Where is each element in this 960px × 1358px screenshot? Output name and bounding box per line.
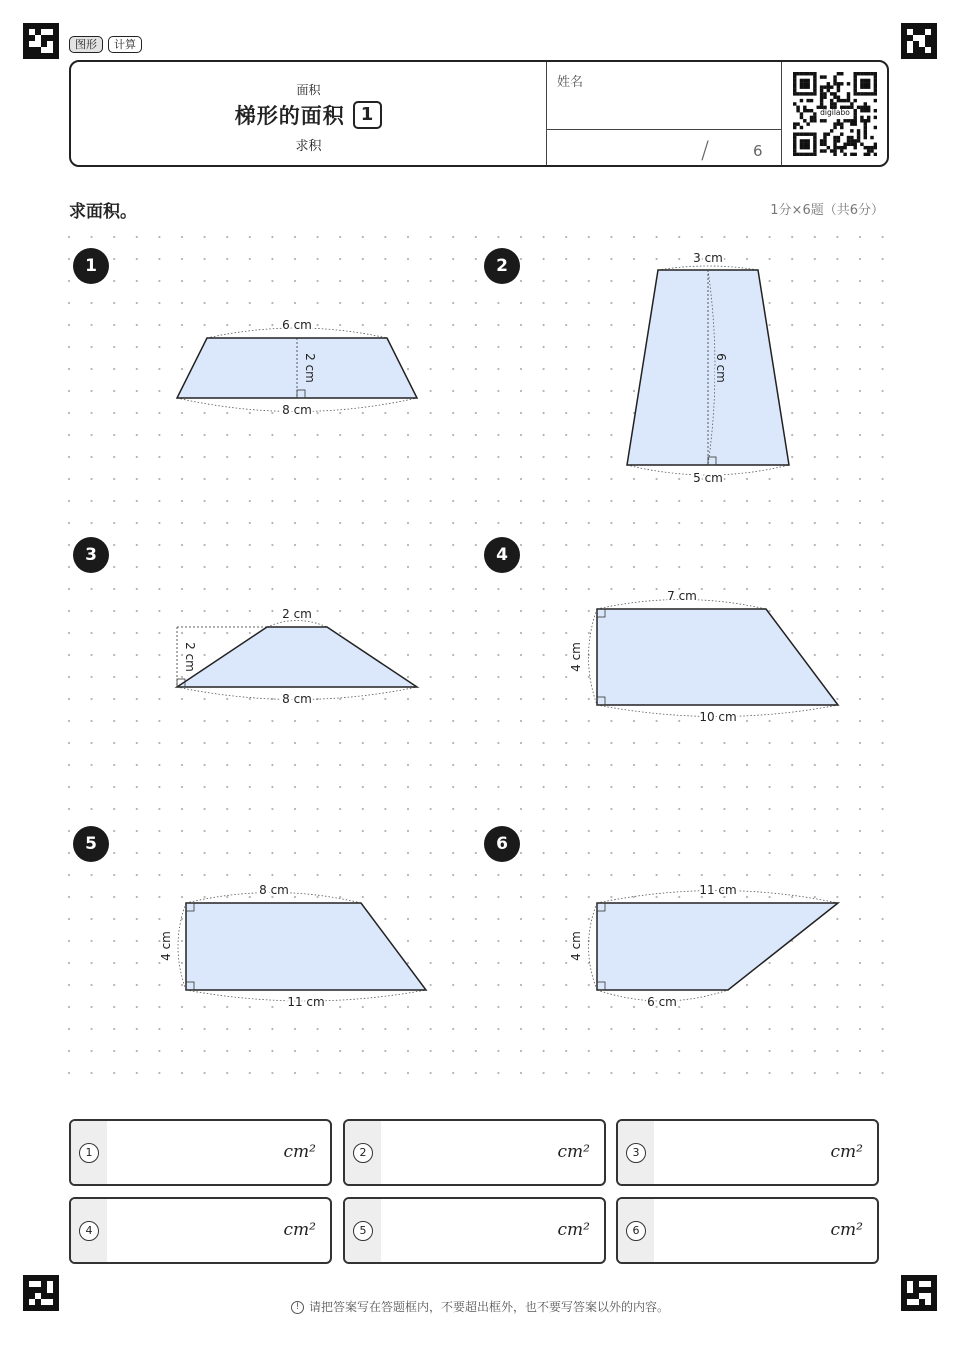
- instruction: 求面积。: [69, 202, 137, 222]
- trapezoid-shape: [597, 903, 838, 990]
- problem-number-2: 2: [484, 248, 520, 284]
- bottom-base-label: 8 cm: [282, 692, 312, 706]
- height-label: 2 cm: [303, 353, 317, 383]
- top-base-label: 11 cm: [699, 883, 737, 897]
- answer-box-2[interactable]: [343, 1119, 606, 1186]
- top-base-label: 6 cm: [282, 318, 312, 332]
- problem-number-3: 3: [73, 537, 109, 573]
- answer-unit: cm²: [830, 1142, 863, 1162]
- qr-label: digilabo: [820, 108, 850, 117]
- answer-box-6[interactable]: [616, 1197, 879, 1264]
- bottom-base-label: 5 cm: [693, 471, 723, 485]
- score-total[interactable]: 6: [753, 142, 763, 160]
- page-title-text: 梯形的面积: [234, 104, 345, 128]
- height-arc: [589, 609, 598, 705]
- tag-shape: 图形: [69, 36, 103, 53]
- top-base-label: 2 cm: [282, 607, 312, 621]
- answer-number: 5: [353, 1221, 373, 1241]
- problem-number-1: 1: [73, 248, 109, 284]
- footer-note: [0, 1298, 960, 1315]
- trapezoid-figure-5: [159, 883, 426, 1009]
- problem-number-6: 6: [484, 826, 520, 862]
- trapezoid-figure-3: [177, 607, 417, 706]
- answer-unit: cm²: [283, 1220, 316, 1240]
- height-label: 6 cm: [714, 353, 728, 383]
- height-label: 4 cm: [159, 931, 173, 961]
- answer-box-5[interactable]: [343, 1197, 606, 1264]
- height-label: 4 cm: [569, 931, 583, 961]
- top-base-label: 8 cm: [259, 883, 289, 897]
- points-info: 1分×6题（共6分）: [770, 203, 884, 218]
- problem-number-5: 5: [73, 826, 109, 862]
- bottom-base-label: 8 cm: [282, 403, 312, 417]
- trapezoid-figure-4: [569, 589, 838, 724]
- trapezoid-shape: [177, 627, 417, 687]
- problem-number-4: 4: [484, 537, 520, 573]
- answer-box-4[interactable]: [69, 1197, 332, 1264]
- answer-number: 1: [79, 1143, 99, 1163]
- answer-number: 2: [353, 1143, 373, 1163]
- trapezoid-figure-6: [569, 883, 838, 1009]
- tag-calc: 计算: [108, 36, 142, 53]
- bottom-base-label: 11 cm: [287, 995, 325, 1009]
- top-base-label: 3 cm: [693, 251, 723, 265]
- height-label: 4 cm: [569, 642, 583, 672]
- answer-box-1[interactable]: [69, 1119, 332, 1186]
- height-arc: [589, 903, 598, 990]
- answer-number: 6: [626, 1221, 646, 1241]
- height-label: 2 cm: [183, 642, 197, 672]
- header-subtitle: 求积: [295, 139, 322, 154]
- page-number-badge: 1: [353, 101, 383, 129]
- top-base-label: 7 cm: [667, 589, 697, 603]
- height-arc: [178, 903, 186, 990]
- info-icon: !: [291, 1301, 304, 1314]
- answer-number: 3: [626, 1143, 646, 1163]
- bottom-base-label: 6 cm: [647, 995, 677, 1009]
- answer-unit: cm²: [283, 1142, 316, 1162]
- bottom-base-label: 10 cm: [699, 710, 737, 724]
- top-base-arc: [267, 621, 327, 628]
- answer-box-3[interactable]: [616, 1119, 879, 1186]
- trapezoid-figure-2: [627, 251, 789, 485]
- trapezoid-shape: [597, 609, 838, 705]
- answer-unit: cm²: [830, 1220, 863, 1240]
- footer-text: 请把答案写在答题框内，不要超出框外，也不要写答案以外的内容。: [308, 1300, 669, 1314]
- answer-unit: cm²: [557, 1142, 590, 1162]
- name-field-label[interactable]: 姓名: [557, 75, 584, 90]
- header-category: 面积: [296, 83, 321, 97]
- trapezoid-figure-1: [177, 318, 417, 417]
- score-slash: /: [701, 136, 710, 164]
- trapezoid-shape: [186, 903, 426, 990]
- answer-unit: cm²: [557, 1220, 590, 1240]
- answer-number: 4: [79, 1221, 99, 1241]
